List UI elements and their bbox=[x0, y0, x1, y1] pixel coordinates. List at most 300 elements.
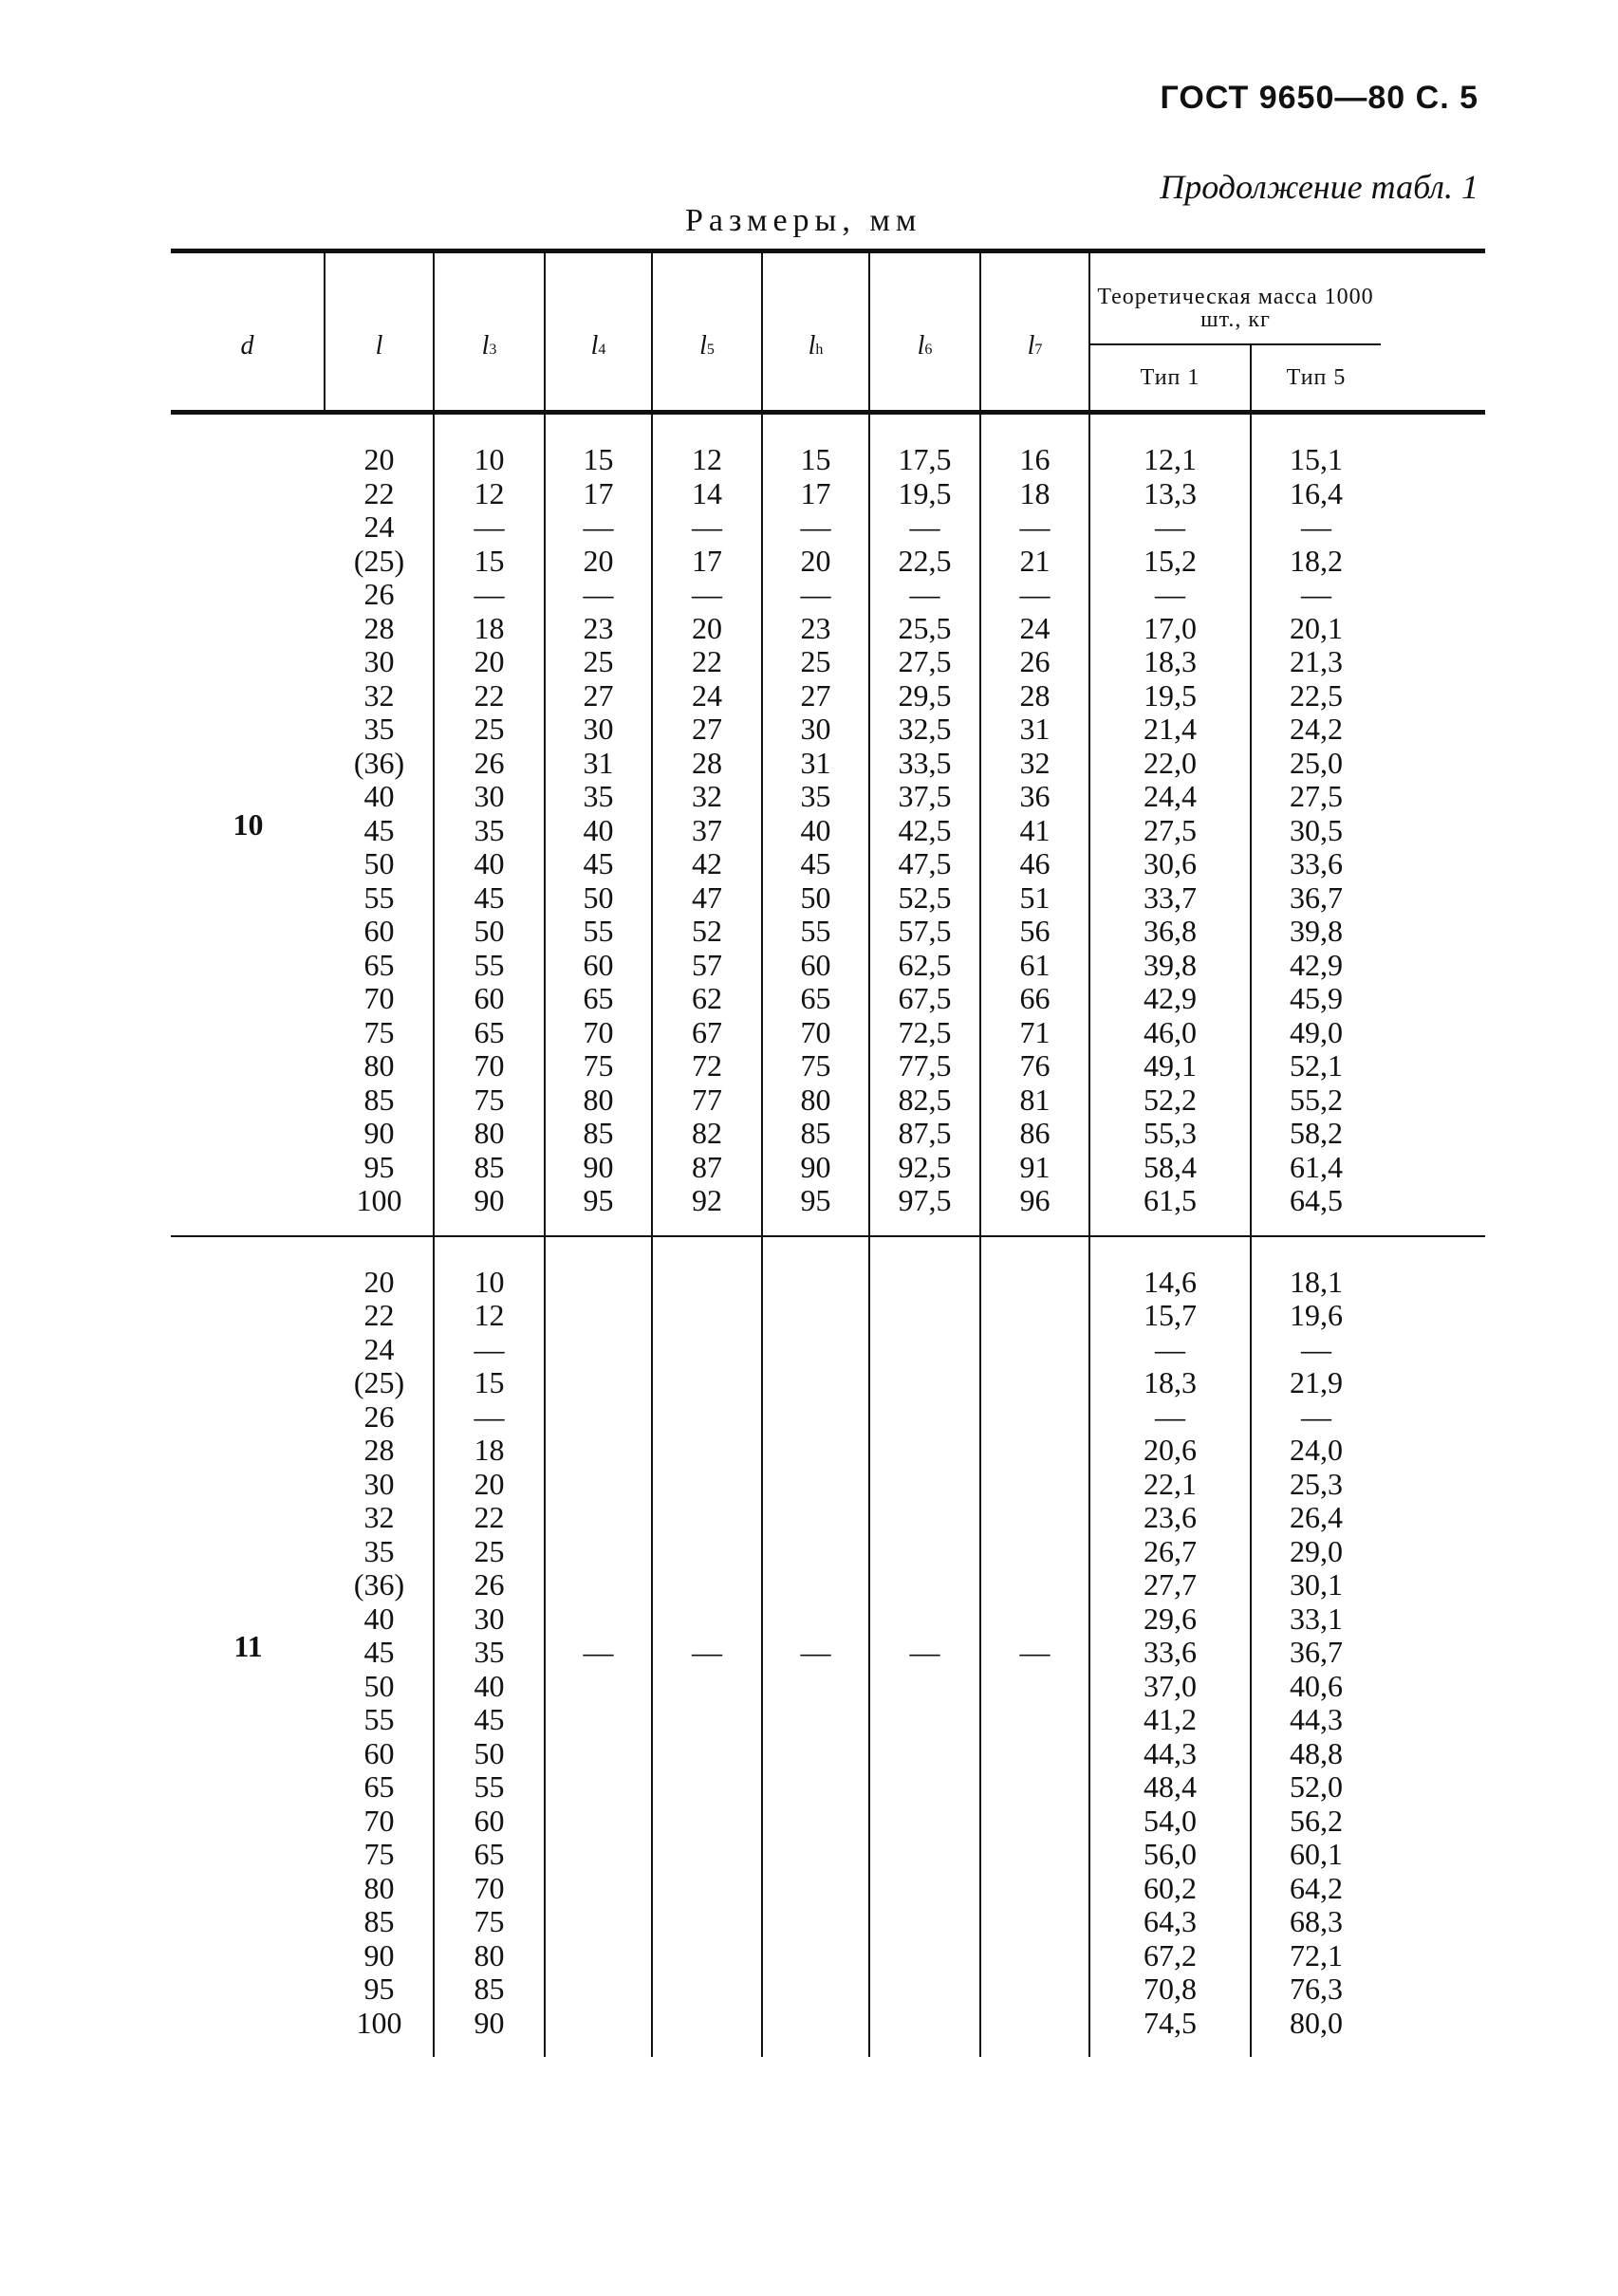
table-cell: 30 bbox=[363, 644, 395, 678]
table-cell: — bbox=[909, 509, 940, 544]
header-l3: l $_3$ bbox=[435, 253, 546, 410]
table-cell: 14,6 bbox=[1144, 1264, 1197, 1299]
table-cell: 30,5 bbox=[1290, 812, 1343, 847]
table-cell: (36) bbox=[353, 1567, 405, 1602]
table-cell: 82 bbox=[692, 1116, 722, 1150]
table-cell: (36) bbox=[353, 745, 405, 780]
table-cell: 35 bbox=[474, 1635, 505, 1669]
table-cell: 61,4 bbox=[1290, 1149, 1343, 1184]
table-cell: 85 bbox=[363, 1904, 395, 1938]
table-cell: 32 bbox=[692, 779, 722, 813]
table-cell: 42,9 bbox=[1290, 947, 1343, 982]
table-cell: 52 bbox=[692, 914, 722, 948]
table-cell: 80 bbox=[474, 1937, 505, 1972]
table-cell: 30 bbox=[474, 1601, 505, 1636]
table-cell: 65 bbox=[363, 1769, 395, 1804]
table-cell: 22,0 bbox=[1144, 745, 1197, 780]
table-cell: 32 bbox=[1019, 745, 1051, 780]
table-cell: 15,2 bbox=[1144, 543, 1197, 578]
table-cell: 90 bbox=[474, 2005, 505, 2040]
table-cell: 33,7 bbox=[1144, 880, 1197, 915]
table-cell: 90 bbox=[583, 1149, 614, 1184]
table-cell: 49,0 bbox=[1290, 1014, 1343, 1049]
table-cell: 40,6 bbox=[1290, 1668, 1343, 1703]
dimensions-table bbox=[171, 249, 1485, 2057]
table-cell: 36 bbox=[1019, 779, 1051, 813]
table-cell: 86 bbox=[1019, 1116, 1051, 1150]
table-cell: 95 bbox=[583, 1183, 614, 1217]
table-cell: 25,0 bbox=[1290, 745, 1343, 780]
table-cell: 42 bbox=[692, 846, 722, 880]
table-cell: 87 bbox=[692, 1149, 722, 1184]
table-cell: 50 bbox=[363, 846, 395, 880]
table-cell: 62,5 bbox=[898, 947, 952, 982]
table-cell: 70 bbox=[474, 1048, 505, 1083]
table-cell: 30 bbox=[474, 779, 505, 813]
table-cell: — bbox=[474, 1398, 505, 1434]
table-cell: 75 bbox=[800, 1048, 831, 1083]
table-cell: 27 bbox=[800, 677, 831, 713]
table-cell: 25 bbox=[583, 644, 614, 678]
table-cell: 22 bbox=[474, 677, 505, 713]
table-cell: 42,5 bbox=[898, 812, 952, 847]
table-cell: 85 bbox=[363, 1082, 395, 1117]
table-cell: 96 bbox=[1019, 1183, 1051, 1217]
table-cell: 66 bbox=[1019, 981, 1051, 1015]
table-cell: 48,4 bbox=[1144, 1769, 1197, 1804]
table-cell: — bbox=[1301, 1398, 1331, 1434]
table-cell: 18 bbox=[1019, 475, 1051, 510]
table-cell: — bbox=[909, 577, 940, 611]
table-cell: 46,0 bbox=[1144, 1014, 1197, 1049]
table-cell: 80 bbox=[474, 1116, 505, 1150]
table-cell: 24 bbox=[692, 677, 722, 713]
table-cell: 71 bbox=[1019, 1014, 1051, 1049]
table-cell: 22 bbox=[363, 475, 395, 510]
table-cell: 20 bbox=[363, 442, 395, 476]
table-cell: — bbox=[1155, 577, 1185, 611]
table-cell: 35 bbox=[363, 712, 395, 746]
table-cell: 70 bbox=[474, 1870, 505, 1905]
table-cell: 60 bbox=[363, 914, 395, 948]
table-cell: 55 bbox=[474, 947, 505, 982]
table-cell: 58,4 bbox=[1144, 1149, 1197, 1184]
table-cell: 21,9 bbox=[1290, 1365, 1343, 1399]
col-type1 bbox=[1090, 415, 1252, 1235]
table-cell: 70 bbox=[583, 1014, 614, 1049]
table-cell: 72,1 bbox=[1290, 1937, 1343, 1972]
table-cell: 25,3 bbox=[1290, 1466, 1343, 1501]
table-cell: 32,5 bbox=[898, 712, 952, 746]
table-cell: 25 bbox=[474, 1533, 505, 1568]
table-cell: 51 bbox=[1019, 880, 1051, 915]
table-cell: 26 bbox=[363, 1398, 395, 1434]
units-caption: Размеры, мм bbox=[685, 203, 922, 238]
table-cell: 45 bbox=[474, 1702, 505, 1736]
table-cell: 72 bbox=[692, 1048, 722, 1083]
table-cell: 57,5 bbox=[898, 914, 952, 948]
table-cell: 95 bbox=[800, 1183, 831, 1217]
table-cell: 80 bbox=[800, 1082, 831, 1117]
table-cell: 91 bbox=[1019, 1149, 1051, 1184]
table-cell: 48,8 bbox=[1290, 1735, 1343, 1770]
table-cell: 37,0 bbox=[1144, 1668, 1197, 1703]
table-cell: 60 bbox=[800, 947, 831, 982]
table-cell: 70 bbox=[363, 981, 395, 1015]
table-cell: 65 bbox=[474, 1014, 505, 1049]
table-cell: 70 bbox=[363, 1803, 395, 1838]
table-cell: 19,5 bbox=[898, 475, 952, 510]
header-type5: Тип 5 bbox=[1286, 364, 1347, 390]
table-cell: 26 bbox=[474, 745, 505, 780]
table-cell: 50 bbox=[800, 880, 831, 915]
table-cell: 80 bbox=[363, 1048, 395, 1083]
table-cell: 97,5 bbox=[898, 1183, 952, 1217]
table-cell: 65 bbox=[583, 981, 614, 1015]
table-cell: 30,1 bbox=[1290, 1567, 1343, 1602]
table-cell: 10 bbox=[474, 1264, 505, 1299]
table-cell: 41 bbox=[1019, 812, 1051, 847]
col-l4 bbox=[546, 415, 653, 1235]
table-cell: 81 bbox=[1019, 1082, 1051, 1117]
table-cell: 39,8 bbox=[1144, 947, 1197, 982]
table-cell: 22,1 bbox=[1144, 1466, 1197, 1501]
table-cell: 23 bbox=[583, 610, 614, 645]
table-cell: 65 bbox=[474, 1837, 505, 1871]
table-continuation-label: Продолжение табл. 1 bbox=[1160, 168, 1479, 206]
table-cell: 80 bbox=[363, 1870, 395, 1905]
table-cell: 67,5 bbox=[898, 981, 952, 1015]
table-block-d10 bbox=[171, 415, 1485, 1235]
table-cell: 21,3 bbox=[1290, 644, 1343, 678]
table-cell: 45 bbox=[474, 880, 505, 915]
table-cell: 28 bbox=[363, 610, 395, 645]
header-mass-group bbox=[1090, 253, 1381, 410]
table-cell: 15 bbox=[583, 442, 614, 476]
table-cell: 37,5 bbox=[898, 779, 952, 813]
table-cell: — bbox=[1301, 1331, 1331, 1366]
header-l4: l $_4$ bbox=[546, 253, 653, 410]
table-cell: 20 bbox=[363, 1264, 395, 1299]
table-cell: 50 bbox=[583, 880, 614, 915]
table-cell: 76 bbox=[1019, 1048, 1051, 1083]
table-cell: 62 bbox=[692, 981, 722, 1015]
table-cell: 74,5 bbox=[1144, 2005, 1197, 2040]
table-cell: 18,3 bbox=[1144, 1365, 1197, 1399]
table-cell: 75 bbox=[583, 1048, 614, 1083]
table-cell: 20 bbox=[474, 644, 505, 678]
table-cell: 40 bbox=[363, 1601, 395, 1636]
table-cell: 25 bbox=[800, 644, 831, 678]
table-cell: 17 bbox=[583, 475, 614, 510]
table-cell: 32 bbox=[363, 677, 395, 713]
table-cell: 28 bbox=[692, 745, 722, 780]
table-cell: 64,3 bbox=[1144, 1904, 1197, 1938]
table-cell: 22 bbox=[692, 644, 722, 678]
table-cell: 10 bbox=[474, 442, 505, 476]
table-cell: — bbox=[1155, 1331, 1185, 1366]
col-type5 bbox=[1252, 415, 1381, 1235]
table-cell: 67 bbox=[692, 1014, 722, 1049]
table-cell: 65 bbox=[363, 947, 395, 982]
table-cell: 33,5 bbox=[898, 745, 952, 780]
table-cell: 20 bbox=[583, 543, 614, 578]
table-cell: 56,2 bbox=[1290, 1803, 1343, 1838]
header-type1: Тип 1 bbox=[1090, 345, 1252, 410]
table-cell: 49,1 bbox=[1144, 1048, 1197, 1083]
table-cell: 60,2 bbox=[1144, 1870, 1197, 1905]
table-cell: 20,6 bbox=[1144, 1433, 1197, 1467]
table-cell: — bbox=[692, 509, 722, 544]
table-cell: 55,3 bbox=[1144, 1116, 1197, 1150]
table-cell: 39,8 bbox=[1290, 914, 1343, 948]
table-cell: 52,1 bbox=[1290, 1048, 1343, 1083]
table-cell: 46 bbox=[1019, 846, 1051, 880]
table-cell: 58,2 bbox=[1290, 1116, 1343, 1150]
table-cell: 36,7 bbox=[1290, 1635, 1343, 1669]
table-cell: 45,9 bbox=[1290, 981, 1343, 1015]
table-cell: 31 bbox=[1019, 712, 1051, 746]
table-cell: 26,7 bbox=[1144, 1533, 1197, 1568]
table-cell: 77,5 bbox=[898, 1048, 952, 1083]
table-cell: 32 bbox=[363, 1500, 395, 1534]
table-cell: 60,1 bbox=[1290, 1837, 1343, 1871]
table-cell: 27,5 bbox=[1144, 812, 1197, 847]
table-cell: 27 bbox=[692, 712, 722, 746]
table-cell: 36,8 bbox=[1144, 914, 1197, 948]
table-cell: 44,3 bbox=[1144, 1735, 1197, 1770]
table-cell: 26 bbox=[474, 1567, 505, 1602]
table-cell: 23 bbox=[800, 610, 831, 645]
table-cell: 52,2 bbox=[1144, 1082, 1197, 1117]
table-cell: 24,4 bbox=[1144, 779, 1197, 813]
table-cell: — bbox=[1019, 577, 1051, 611]
table-cell: 77 bbox=[692, 1082, 722, 1117]
table-cell: — bbox=[583, 509, 614, 544]
table-cell: 15,7 bbox=[1144, 1298, 1197, 1332]
table-cell: 76,3 bbox=[1290, 1972, 1343, 2006]
table-cell: 17,5 bbox=[898, 442, 952, 476]
col-l3 bbox=[435, 415, 546, 1235]
table-cell: 67,2 bbox=[1144, 1937, 1197, 1972]
table-cell: 35 bbox=[800, 779, 831, 813]
col-type1 bbox=[1090, 1237, 1252, 2058]
table-cell: 22 bbox=[363, 1298, 395, 1332]
table-header bbox=[171, 253, 1485, 410]
table-cell: 26 bbox=[363, 577, 395, 611]
table-cell: 50 bbox=[363, 1668, 395, 1703]
table-cell: 12 bbox=[474, 1298, 505, 1332]
table-cell: 45 bbox=[800, 846, 831, 880]
table-cell: 47,5 bbox=[898, 846, 952, 880]
table-cell: 27,7 bbox=[1144, 1567, 1197, 1602]
table-cell: 55 bbox=[800, 914, 831, 948]
col-l7-dash: — bbox=[981, 1237, 1090, 2058]
table-cell: 56 bbox=[1019, 914, 1051, 948]
table-cell: 92 bbox=[692, 1183, 722, 1217]
table-cell: 37 bbox=[692, 812, 722, 847]
table-block-d11 bbox=[171, 1237, 1485, 2058]
table-cell: 68,3 bbox=[1290, 1904, 1343, 1938]
table-cell: 17 bbox=[692, 543, 722, 578]
col-l7 bbox=[981, 415, 1090, 1235]
table-cell: 29,6 bbox=[1144, 1601, 1197, 1636]
table-cell: 90 bbox=[474, 1183, 505, 1217]
table-cell: 24 bbox=[363, 1331, 395, 1366]
table-cell: 52,5 bbox=[898, 880, 952, 915]
table-cell: 55 bbox=[363, 1702, 395, 1736]
d-value: 11 bbox=[233, 1629, 263, 1664]
table-cell: 27,5 bbox=[1290, 779, 1343, 813]
table-cell: 33,1 bbox=[1290, 1601, 1343, 1636]
table-cell: — bbox=[1019, 509, 1051, 544]
table-cell: 18,3 bbox=[1144, 644, 1197, 678]
table-cell: 24 bbox=[1019, 610, 1051, 645]
table-cell: — bbox=[474, 509, 505, 544]
table-cell: 18 bbox=[474, 1433, 505, 1467]
table-cell: 82,5 bbox=[898, 1082, 952, 1117]
table-cell: 85 bbox=[474, 1972, 505, 2006]
header-l: l bbox=[325, 253, 435, 410]
table-cell: 22,5 bbox=[898, 543, 952, 578]
table-cell: — bbox=[474, 577, 505, 611]
table-cell: 21,4 bbox=[1144, 712, 1197, 746]
table-cell: — bbox=[800, 577, 831, 611]
col-lh bbox=[763, 415, 870, 1235]
table-cell: 25,5 bbox=[898, 610, 952, 645]
d-value: 10 bbox=[232, 806, 264, 842]
table-cell: 45 bbox=[363, 1635, 395, 1669]
table-cell: 60 bbox=[474, 981, 505, 1015]
table-cell: 64,5 bbox=[1290, 1183, 1343, 1217]
table-cell: 75 bbox=[363, 1837, 395, 1871]
table-cell: 90 bbox=[800, 1149, 831, 1184]
table-cell: 100 bbox=[356, 2005, 402, 2040]
table-cell: 30,6 bbox=[1144, 846, 1197, 880]
table-cell: 29,5 bbox=[898, 677, 952, 713]
col-l bbox=[325, 415, 435, 1235]
page-header: ГОСТ 9650—80 С. 5 bbox=[1160, 80, 1479, 116]
header-l5: l $_5$ bbox=[653, 253, 763, 410]
table-cell: 56,0 bbox=[1144, 1837, 1197, 1871]
table-cell: — bbox=[800, 509, 831, 544]
table-cell: 40 bbox=[583, 812, 614, 847]
table-cell: 41,2 bbox=[1144, 1702, 1197, 1736]
table-cell: 50 bbox=[474, 914, 505, 948]
table-cell: 75 bbox=[363, 1014, 395, 1049]
table-cell: 40 bbox=[474, 1668, 505, 1703]
col-l6-dash: — bbox=[870, 1237, 981, 2058]
table-cell: 60 bbox=[474, 1803, 505, 1838]
table-cell: 65 bbox=[800, 981, 831, 1015]
table-cell: 16,4 bbox=[1290, 475, 1343, 510]
table-cell: 27,5 bbox=[898, 644, 952, 678]
table-cell: 75 bbox=[474, 1904, 505, 1938]
table-cell: 13,3 bbox=[1144, 475, 1197, 510]
header-l6: l $_6$ bbox=[870, 253, 981, 410]
header-mass: Теоретическая масса 1000 шт., кг bbox=[1090, 253, 1381, 345]
table-cell: — bbox=[583, 577, 614, 611]
table-cell: 72,5 bbox=[898, 1014, 952, 1049]
table-cell: 90 bbox=[363, 1116, 395, 1150]
table-cell: — bbox=[692, 577, 722, 611]
table-cell: 95 bbox=[363, 1149, 395, 1184]
table-cell: 70 bbox=[800, 1014, 831, 1049]
table-cell: (25) bbox=[353, 1365, 405, 1399]
table-cell: 35 bbox=[363, 1533, 395, 1568]
table-cell: 22 bbox=[474, 1500, 505, 1534]
table-cell: 100 bbox=[356, 1183, 402, 1217]
table-cell: 95 bbox=[363, 1972, 395, 2006]
table-cell: 26 bbox=[1019, 644, 1051, 678]
table-cell: 87,5 bbox=[898, 1116, 952, 1150]
table-cell: 45 bbox=[363, 812, 395, 847]
table-cell: 30 bbox=[363, 1466, 395, 1501]
table-cell: 22,5 bbox=[1290, 677, 1343, 713]
table-cell: 60 bbox=[583, 947, 614, 982]
table-cell: 31 bbox=[583, 745, 614, 780]
table-cell: 12 bbox=[474, 475, 505, 510]
table-cell: 20 bbox=[692, 610, 722, 645]
table-cell: 26,4 bbox=[1290, 1500, 1343, 1534]
table-cell: 29,0 bbox=[1290, 1533, 1343, 1568]
table-cell: 15,1 bbox=[1290, 442, 1343, 476]
table-cell: 47 bbox=[692, 880, 722, 915]
col-l4-dash: — bbox=[546, 1237, 653, 2058]
table-cell: 55 bbox=[583, 914, 614, 948]
table-cell: 30 bbox=[800, 712, 831, 746]
table-cell: 15 bbox=[474, 1365, 505, 1399]
table-cell: 31 bbox=[800, 745, 831, 780]
table-cell: 85 bbox=[583, 1116, 614, 1150]
table-cell: (25) bbox=[353, 543, 405, 578]
table-cell: 27 bbox=[583, 677, 614, 713]
table-cell: 70,8 bbox=[1144, 1972, 1197, 2006]
table-cell: 20 bbox=[800, 543, 831, 578]
col-lh-dash: — bbox=[763, 1237, 870, 2058]
header-l7: l $_7$ bbox=[981, 253, 1090, 410]
table-cell: 25 bbox=[474, 712, 505, 746]
table-cell: 61,5 bbox=[1144, 1183, 1197, 1217]
table-cell: 80 bbox=[583, 1082, 614, 1117]
table-cell: — bbox=[1155, 509, 1185, 544]
table-cell: — bbox=[1301, 577, 1331, 611]
table-cell: 24 bbox=[363, 509, 395, 544]
table-cell: 15 bbox=[800, 442, 831, 476]
header-d: d bbox=[171, 253, 325, 410]
table-cell: 40 bbox=[800, 812, 831, 847]
table-cell: — bbox=[1155, 1398, 1185, 1434]
col-l6 bbox=[870, 415, 981, 1235]
table-cell: 64,2 bbox=[1290, 1870, 1343, 1905]
table-cell: 18,1 bbox=[1290, 1264, 1343, 1299]
table-cell: 57 bbox=[692, 947, 722, 982]
table-cell: 75 bbox=[474, 1082, 505, 1117]
table-cell: 14 bbox=[692, 475, 722, 510]
table-cell: 52,0 bbox=[1290, 1769, 1343, 1804]
table-cell: 55,2 bbox=[1290, 1082, 1343, 1117]
table-cell: 36,7 bbox=[1290, 880, 1343, 915]
table-cell: 21 bbox=[1019, 543, 1051, 578]
table-cell: 15 bbox=[474, 543, 505, 578]
table-cell: 55 bbox=[474, 1769, 505, 1804]
table-cell: 30 bbox=[583, 712, 614, 746]
table-cell: 23,6 bbox=[1144, 1500, 1197, 1534]
table-cell: 12,1 bbox=[1144, 442, 1197, 476]
table-cell: 60 bbox=[363, 1735, 395, 1770]
table-cell: 20 bbox=[474, 1466, 505, 1501]
table-cell: 92,5 bbox=[898, 1149, 952, 1184]
